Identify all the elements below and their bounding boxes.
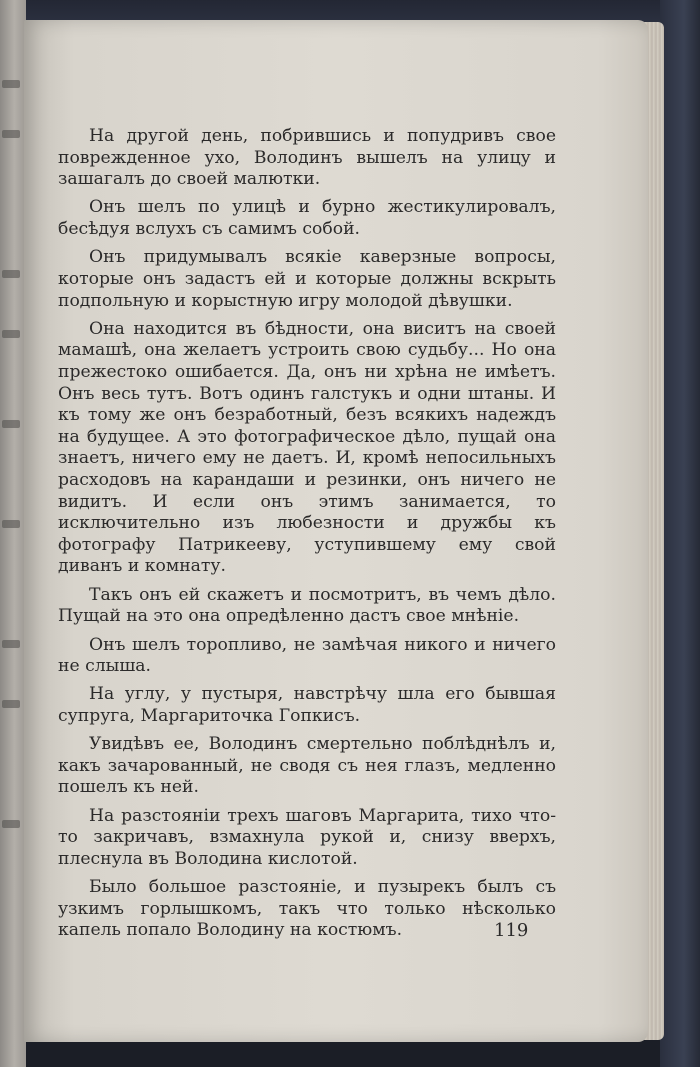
paragraph: На углу, у пустыря, навстрѣчу шла его бывшая супруга, Маргариточка Гопкисъ.: [58, 684, 556, 726]
paragraph: Онъ шелъ по улицѣ и бурно жестикулировалъ, бесѣдуя вслухъ съ самимъ собой.: [58, 197, 556, 240]
paragraph: Было большое разстояніе, и пузырекъ былъ съ узкимъ горлышкомъ, такъ что только нѣсколько капель попало Володину на костюмъ.: [58, 877, 556, 941]
page-text: [58, 126, 556, 949]
page-number: 119: [494, 920, 529, 941]
paragraph: Она находится въ бѣдности, она виситъ на своей мамашѣ, она желаетъ устроить свою судьбу... Но она прежестоко ошибается. Да, онъ ни хрѣна не имѣетъ. Онъ весь тутъ. Вотъ одинъ галстукъ и одни штаны. И къ тому же онъ безработный, безъ всякихъ надеждъ на будущее. А это фотографическое дѣло, пущай она знаетъ, ничего ему не даетъ. И, кромѣ непосильныхъ расходовъ на карандаши и резинки, онъ ничего не видитъ. И если онъ этимъ занимается, то исключительно изъ любезности и дружбы къ фотографу Патрикееву, уступившему ему свой диванъ и комнату.: [58, 318, 556, 577]
previous-page-edge: [0, 0, 26, 1067]
book-cover-right: [660, 0, 700, 1067]
paragraph: Онъ придумывалъ всякіе каверзные вопросы, которые онъ задастъ ей и которые должны вскрыть подпольную и корыстную игру молодой дѣвушки.: [58, 247, 556, 311]
paragraph: Такъ онъ ей скажетъ и посмотритъ, въ чемъ дѣло. Пущай на это она опредѣленно дастъ свое мнѣніе.: [58, 584, 556, 627]
book-page: [24, 20, 648, 1042]
paragraph: Увидѣвъ ее, Володинъ смертельно поблѣднѣлъ и, какъ зачарованный, не сводя съ нея глазъ, медленно пошелъ къ ней.: [58, 734, 556, 798]
paragraph: На другой день, побрившись и попудривъ свое поврежденное ухо, Володинъ вышелъ на улицу и зашагалъ до своей малютки.: [58, 126, 556, 190]
paragraph: На разстояніи трехъ шаговъ Маргарита, тихо что-то закричавъ, взмахнула рукой и, снизу вверхъ, плеснула въ Володина кислотой.: [58, 805, 556, 869]
paragraph: Онъ шелъ торопливо, не замѣчая никого и ничего не слыша.: [58, 634, 556, 677]
